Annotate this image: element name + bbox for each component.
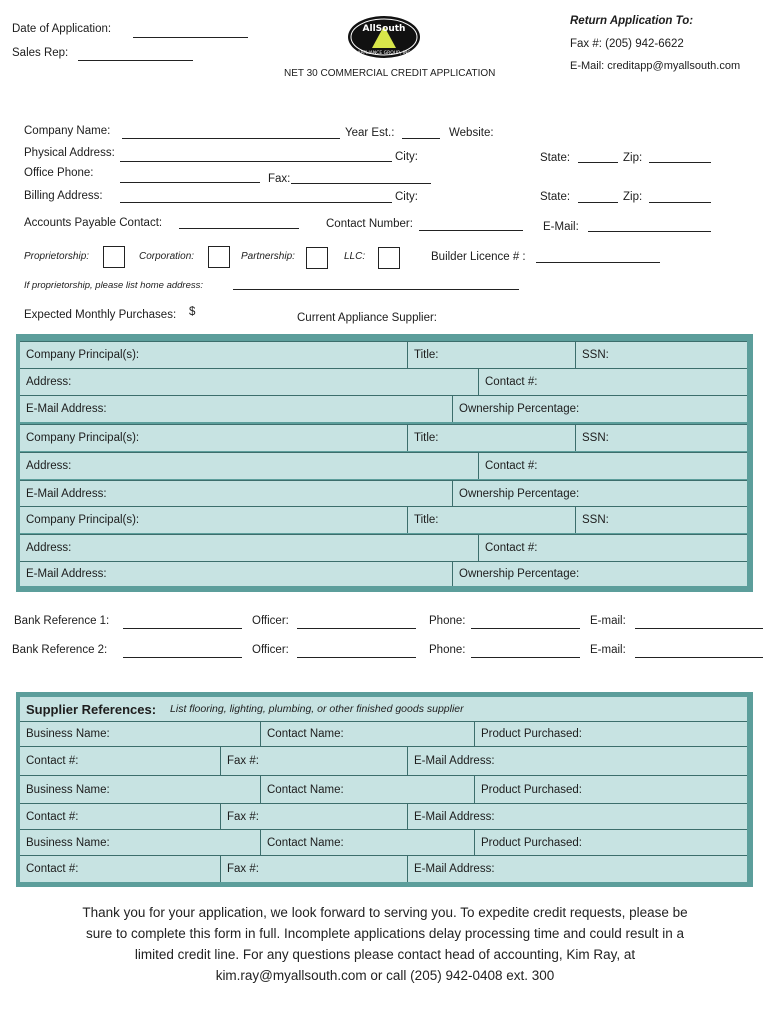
physical-address-field[interactable] xyxy=(120,161,392,162)
principal-email-row xyxy=(20,395,747,422)
bank-phone-field[interactable] xyxy=(471,628,580,629)
zip-field[interactable] xyxy=(649,162,711,163)
contact-number-field[interactable] xyxy=(419,230,523,231)
supplier-business-cell-label: Business Name: xyxy=(26,836,110,849)
principal-address-cell-label: Address: xyxy=(26,376,72,388)
bank-name-field[interactable] xyxy=(123,628,242,629)
principal-ownership-cell[interactable] xyxy=(452,481,747,507)
sales-rep-field[interactable] xyxy=(78,60,193,61)
supplier-heading-row xyxy=(20,697,747,721)
supplier-heading: Supplier References: xyxy=(26,701,157,717)
bank-email-label: E-mail: xyxy=(590,615,626,627)
builder-licence-field[interactable] xyxy=(536,262,660,263)
sales-rep-label: Sales Rep: xyxy=(12,47,69,59)
supplier-email-cell[interactable] xyxy=(407,856,747,882)
ap-contact-field[interactable] xyxy=(179,228,299,229)
date-of-application-label: Date of Application: xyxy=(12,23,112,35)
bank-reference-label: Bank Reference 1: xyxy=(14,615,110,627)
supplier-business-cell[interactable] xyxy=(20,830,260,855)
office-phone-field[interactable] xyxy=(120,182,260,183)
date-of-application-field[interactable] xyxy=(133,37,248,38)
principal-contact-cell[interactable] xyxy=(478,535,747,561)
corporation-label: Corporation: xyxy=(139,251,195,262)
supplier-business-cell-label: Business Name: xyxy=(26,728,110,740)
principal-title-cell[interactable] xyxy=(407,342,575,368)
supplier-email-cell-label: E-Mail Address: xyxy=(414,863,495,875)
supplier-fax-cell[interactable] xyxy=(220,804,407,829)
partnership-label: Partnership: xyxy=(241,251,295,262)
supplier-contact-name-cell[interactable] xyxy=(260,776,474,803)
bank-phone-label: Phone: xyxy=(429,644,466,656)
principal-address-cell[interactable] xyxy=(20,453,478,479)
supplier-contact-name-cell-label: Contact Name: xyxy=(267,783,344,796)
supplier-contact-cell-label: Contact #: xyxy=(26,810,79,823)
company-name-field[interactable] xyxy=(122,138,340,139)
principal-address-cell[interactable] xyxy=(20,535,478,561)
principal-contact-cell[interactable] xyxy=(478,369,747,395)
proprietorship-checkbox[interactable] xyxy=(103,246,125,268)
year-est-field[interactable] xyxy=(402,138,440,139)
principal-ownership-cell-label: Ownership Percentage: xyxy=(459,403,580,415)
principal-ownership-cell-label: Ownership Percentage: xyxy=(459,488,580,500)
principal-ownership-cell[interactable] xyxy=(452,396,747,422)
supplier-row xyxy=(20,721,747,746)
home-address-label: If proprietorship, please list home address: xyxy=(24,280,204,291)
bank-email-label: E-mail: xyxy=(590,644,626,656)
current-supplier-label: Current Appliance Supplier: xyxy=(297,312,437,324)
company-email-label: E-Mail: xyxy=(543,221,579,233)
principal-title-cell-label: Title: xyxy=(414,514,439,526)
principal-address-cell[interactable] xyxy=(20,369,478,395)
state-field[interactable] xyxy=(578,162,618,163)
supplier-product-cell[interactable] xyxy=(474,722,747,746)
principal-name-cell-label: Company Principal(s): xyxy=(26,349,140,361)
principal-email-cell-label: E-Mail Address: xyxy=(26,568,107,580)
supplier-contact-name-cell[interactable] xyxy=(260,722,474,746)
allsouth-logo xyxy=(346,14,422,60)
principal-email-row xyxy=(20,561,747,586)
principal-title-cell[interactable] xyxy=(407,507,575,533)
city-label: City: xyxy=(395,151,418,163)
supplier-row xyxy=(20,829,747,855)
llc-checkbox[interactable] xyxy=(378,247,400,269)
principal-contact-cell-label: Contact #: xyxy=(485,542,538,554)
supplier-contact-cell-label: Contact #: xyxy=(26,863,79,875)
principal-name-cell-label: Company Principal(s): xyxy=(26,514,140,526)
principal-name-cell[interactable] xyxy=(20,425,407,451)
bank-name-field[interactable] xyxy=(123,657,242,658)
principal-name-cell[interactable] xyxy=(20,342,407,368)
supplier-product-cell[interactable] xyxy=(474,830,747,855)
supplier-contact-cell[interactable] xyxy=(20,856,220,882)
year-est-label: Year Est.: xyxy=(345,127,395,139)
return-email: E-Mail: creditapp@myallsouth.com xyxy=(570,60,741,72)
bank-phone-label: Phone: xyxy=(429,615,466,627)
supplier-fax-cell[interactable] xyxy=(220,747,407,775)
partnership-checkbox[interactable] xyxy=(306,247,328,269)
bank-officer-field[interactable] xyxy=(297,628,416,629)
return-application-title: Return Application To: xyxy=(570,15,694,27)
supplier-email-cell-label: E-Mail Address: xyxy=(414,810,495,823)
principal-email-cell[interactable] xyxy=(20,481,452,507)
form-title: NET 30 COMMERCIAL CREDIT APPLICATION xyxy=(284,68,496,79)
principal-row xyxy=(20,506,747,533)
supplier-product-cell-label: Product Purchased: xyxy=(481,728,583,740)
bank-reference-label: Bank Reference 2: xyxy=(12,644,108,656)
supplier-contact-row xyxy=(20,803,747,829)
principal-ssn-cell-label: SSN: xyxy=(582,349,609,361)
supplier-fax-cell-label: Fax #: xyxy=(227,810,259,823)
principal-row xyxy=(20,341,747,368)
office-phone-label: Office Phone: xyxy=(24,167,94,179)
supplier-product-cell-label: Product Purchased: xyxy=(481,836,583,849)
principal-contact-cell[interactable] xyxy=(478,453,747,479)
billing-address-label: Billing Address: xyxy=(24,190,103,202)
principal-email-row xyxy=(20,480,747,507)
principal-title-cell-label: Title: xyxy=(414,349,439,361)
principal-email-cell[interactable] xyxy=(20,396,452,422)
supplier-fax-cell[interactable] xyxy=(220,856,407,882)
supplier-contact-cell[interactable] xyxy=(20,804,220,829)
home-address-field[interactable] xyxy=(233,289,519,290)
principal-address-cell-label: Address: xyxy=(26,460,72,472)
supplier-business-cell-label: Business Name: xyxy=(26,783,110,796)
website-label: Website: xyxy=(449,127,494,139)
state-label: State: xyxy=(540,152,571,164)
ap-contact-label: Accounts Payable Contact: xyxy=(24,217,163,229)
dollar-sign: $ xyxy=(189,306,196,318)
principal-contact-cell-label: Contact #: xyxy=(485,460,538,472)
principal-ssn-cell-label: SSN: xyxy=(582,432,609,444)
supplier-product-cell[interactable] xyxy=(474,776,747,803)
builder-licence-label: Builder Licence # : xyxy=(431,251,526,263)
principal-ssn-cell[interactable] xyxy=(575,507,747,533)
principal-address-row xyxy=(20,452,747,479)
principal-ssn-cell-label: SSN: xyxy=(582,514,609,526)
bank-email-field[interactable] xyxy=(635,657,763,658)
supplier-row xyxy=(20,775,747,803)
supplier-note: List flooring, lighting, plumbing, or other finished goods supplier xyxy=(170,703,464,715)
principal-ownership-cell-label: Ownership Percentage: xyxy=(459,568,580,580)
logo-bottom-text: APPLIANCE GROUP, INC xyxy=(357,51,411,56)
principal-email-cell-label: E-Mail Address: xyxy=(26,488,107,500)
principal-contact-cell-label: Contact #: xyxy=(485,376,538,388)
supplier-contact-name-cell-label: Contact Name: xyxy=(267,728,344,740)
bank-officer-label: Officer: xyxy=(252,615,289,627)
principal-address-row xyxy=(20,368,747,395)
supplier-fax-cell-label: Fax #: xyxy=(227,863,259,875)
return-fax: Fax #: (205) 942-6622 xyxy=(570,38,684,50)
supplier-product-cell-label: Product Purchased: xyxy=(481,783,583,796)
bank-email-field[interactable] xyxy=(635,628,763,629)
principal-name-cell[interactable] xyxy=(20,507,407,533)
physical-address-label: Physical Address: xyxy=(24,147,115,159)
supplier-email-cell[interactable] xyxy=(407,804,747,829)
logo-top-text: AllSouth xyxy=(362,24,406,34)
monthly-purchases-label: Expected Monthly Purchases: xyxy=(24,309,177,321)
contact-number-label: Contact Number: xyxy=(326,218,413,230)
supplier-business-cell[interactable] xyxy=(20,776,260,803)
principal-address-row xyxy=(20,534,747,561)
billing-address-field[interactable] xyxy=(120,202,392,203)
bank-phone-field[interactable] xyxy=(471,657,580,658)
principal-title-cell[interactable] xyxy=(407,425,575,451)
corporation-checkbox[interactable] xyxy=(208,246,230,268)
fax-field[interactable] xyxy=(291,183,431,184)
billing-zip-label: Zip: xyxy=(623,191,643,203)
principal-ownership-cell[interactable] xyxy=(452,562,747,586)
proprietorship-label: Proprietorship: xyxy=(24,251,90,262)
supplier-contact-name-cell[interactable] xyxy=(260,830,474,855)
principal-address-cell-label: Address: xyxy=(26,542,72,554)
principal-email-cell[interactable] xyxy=(20,562,452,586)
principal-email-cell-label: E-Mail Address: xyxy=(26,403,107,415)
supplier-email-cell[interactable] xyxy=(407,747,747,775)
supplier-contact-cell-label: Contact #: xyxy=(26,755,79,767)
fax-label: Fax: xyxy=(268,173,291,185)
principal-name-cell-label: Company Principal(s): xyxy=(26,432,140,444)
principal-ssn-cell[interactable] xyxy=(575,425,747,451)
company-email-field[interactable] xyxy=(588,231,711,232)
supplier-contact-cell[interactable] xyxy=(20,747,220,775)
principal-row xyxy=(20,424,747,451)
principal-ssn-cell[interactable] xyxy=(575,342,747,368)
supplier-email-cell-label: E-Mail Address: xyxy=(414,755,495,767)
footer-message: Thank you for your application, we look forward to serving you. To expedite credit requests, please be sure to complete this form in full. Incomplete applications delay processing time and could result in a limited credit line. For any questions please contact head of accounting, Kim Ray, at kim.ray@myallsouth.com or call (205) 942-0408 ext. 300 xyxy=(82,905,688,983)
supplier-contact-name-cell-label: Contact Name: xyxy=(267,836,344,849)
billing-state-label: State: xyxy=(540,191,571,203)
bank-officer-field[interactable] xyxy=(297,657,416,658)
billing-zip-field[interactable] xyxy=(649,202,711,203)
supplier-contact-row xyxy=(20,746,747,775)
billing-state-field[interactable] xyxy=(578,202,618,203)
bank-officer-label: Officer: xyxy=(252,644,289,656)
zip-label: Zip: xyxy=(623,152,643,164)
supplier-contact-row xyxy=(20,855,747,882)
billing-city-label: City: xyxy=(395,191,418,203)
supplier-fax-cell-label: Fax #: xyxy=(227,755,259,767)
principal-title-cell-label: Title: xyxy=(414,432,439,444)
supplier-business-cell[interactable] xyxy=(20,722,260,746)
company-name-label: Company Name: xyxy=(24,125,111,137)
llc-label: LLC: xyxy=(344,251,366,262)
